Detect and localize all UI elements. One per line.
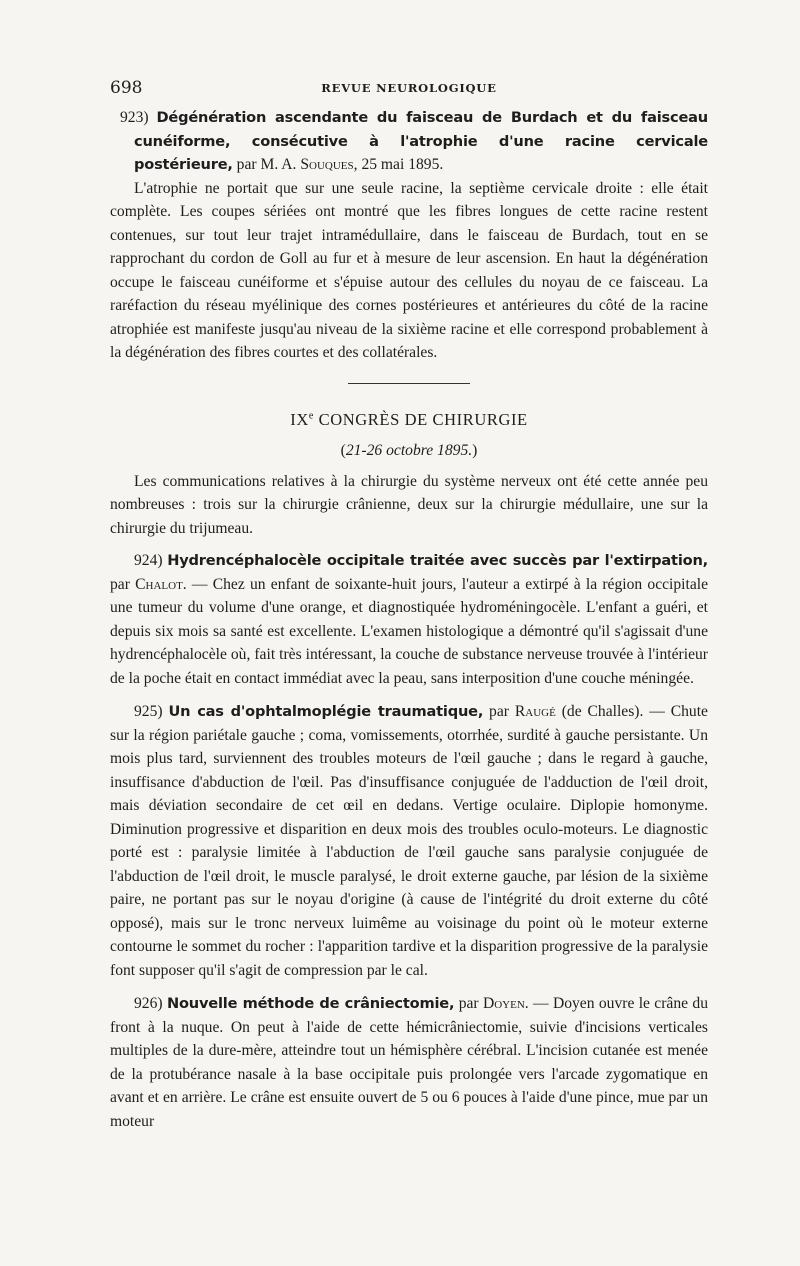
section-dates xyxy=(110,442,708,460)
article-925 xyxy=(110,700,708,982)
article-925-author: Raugé xyxy=(514,703,556,720)
article-926-number: 926) xyxy=(134,995,163,1012)
article-926-title: Nouvelle méthode de crâniectomie, xyxy=(166,995,455,1012)
article-923-date: , 25 mai 1895. xyxy=(353,156,444,173)
article-924-title: Hydrencéphalocèle occipitale traitée avec succès par l'extirpation, xyxy=(167,552,708,569)
page xyxy=(110,78,708,1133)
section-title: CONGRÈS DE CHIRURGIE xyxy=(313,409,528,429)
section-dates-close: ) xyxy=(472,441,478,459)
article-923-author: Souques xyxy=(300,156,354,173)
article-923-by: par M. A. xyxy=(232,156,301,173)
article-924-number: 924) xyxy=(134,552,163,569)
section-sup: e xyxy=(308,410,314,421)
article-923-number: 923) xyxy=(120,109,149,126)
article-926 xyxy=(110,992,708,1133)
article-924 xyxy=(110,549,708,690)
article-923-title: Dégénération ascendante du faisceau de Burdach et du faisceau cunéiforme, consécutive à l'atrophie d'une racine cervicale postérieure, xyxy=(134,109,709,173)
article-926-author: Doyen xyxy=(482,995,525,1012)
article-924-author: Chalot xyxy=(135,575,183,593)
article-924-by: par xyxy=(110,575,136,593)
section-divider xyxy=(348,383,470,384)
section-dates-open: ( xyxy=(340,441,346,459)
running-head xyxy=(110,78,708,100)
article-923-body: L'atrophie ne portait que sur une seule racine, la septième cervicale droite : elle était complète. Les coupes sériées ont montré que les fibres longues de cette racine restent contenues, sur tout leur trajet intramédullaire, dans le faisceau de Burdach, tout en se rapprochant du cordon de Goll au fur et à mesure de leur ascension. En haut la dégénération occupe le faisceau cunéiforme et s'épuise autour des cellules du noyau de ce faisceau. La raréfaction du réseau myélinique des cornes postérieures et antérieures du côté de la racine atrophiée est manifeste jusqu'au niveau de la sixième racine et elle correspond probablement à la dégénération des fibres courtes et des collatérales. xyxy=(110,179,708,361)
article-925-body: (de Challes). — Chute sur la région pariétale gauche ; coma, vomissements, otorrhée, surdité à gauche persistante. Un mois plus tard, surviennent des troubles moteurs de l'œil gauche ; dans le regard à gauche, insuffisance d'abduction de l'œil. Pas d'insuffisance conjuguée de l'adduction de l'œil droit, mais déviation secondaire de cet œil en dedans. Vertige oculaire. Diplopie homonyme. Diminution progressive et disparition en deux mois des troubles oculo-moteurs. Le diagnostic porté est : paralysie limitée à l'abduction de l'œil gauche sans paralysie conjuguée de l'abduction de l'œil droit, le muscle paralysé, le droit externe gauche, par lésion de la sixième paire, ne portant pas sur le noyau d'origine (à cause de l'intégrité du droit externe du côté opposé), mais sur le tronc nerveux luimême au voisinage du point où le moteur externe contourne le sommet du rocher : l'apparition tardive et la disparition progressive de la paralysie font supposer qu'il s'agit de compression par le cal. xyxy=(110,703,708,979)
article-924-body: . — Chez un enfant de soixante-huit jours, l'auteur a extirpé à la région occipitale une tumeur du volume d'une orange, et diagnostiquée hydroméningocèle. L'enfant a guéri, et depuis six mois sa santé est excellente. L'examen histologique a démontré qu'il s'agissait d'une hydrencéphalocèle où, fait très intéressant, la couche de substance nerveuse trouvée à l'intérieur de la poche était en contact immédiat avec la peau, sans interposition d'une couche méningée. xyxy=(110,575,708,687)
page-number: 698 xyxy=(110,78,143,98)
article-923-heading xyxy=(110,106,708,177)
section-intro: Les communications relatives à la chirurgie du système nerveux ont été cette année peu nombreuses : trois sur la chirurgie crânienne, deux sur la chirurgie médullaire, une sur la chirurgie du trijumeau. xyxy=(110,472,708,537)
section-roman: IX xyxy=(290,409,309,429)
article-925-by: par xyxy=(483,703,515,720)
section-dates-text: 21-26 octobre 1895. xyxy=(345,441,473,459)
article-926-by: par xyxy=(454,995,483,1012)
section-heading xyxy=(110,410,708,430)
article-925-title: Un cas d'ophtalmoplégie traumatique, xyxy=(168,703,484,720)
article-925-number: 925) xyxy=(134,703,163,720)
journal-title: REVUE NEUROLOGIQUE xyxy=(321,81,497,95)
article-926-body: . — Doyen ouvre le crâne du front à la nuque. On peut à l'aide de cette hémicrâniectomie, suivie d'incisions verticales multiples de la dure-mère, atteindre tout un hémisphère cérébral. L'incision cutanée est menée de la protubérance nasale à la base occipitale puis prolongée vers l'arcade zygomatique en avant et en arrière. Le crâne est ensuite ouvert de 5 ou 6 pouces à l'aide d'une pince, mue par un moteur xyxy=(110,995,708,1130)
